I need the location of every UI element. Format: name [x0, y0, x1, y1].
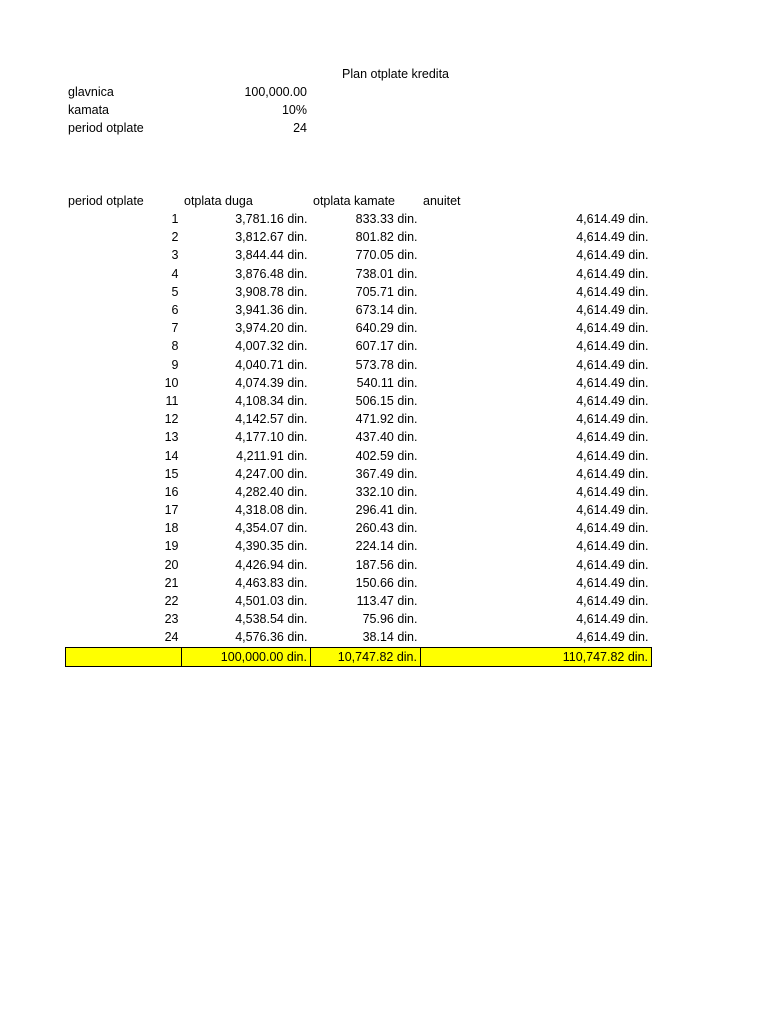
annuity-cell: 4,614.49 din. [576, 230, 649, 245]
period-cell: 4 [171, 266, 179, 281]
period-cell: 20 [164, 557, 179, 572]
principal-cell: 4,538.54 din. [235, 612, 308, 627]
param-value-interest: 10% [281, 103, 307, 117]
interest-cell: 833.33 din. [355, 212, 418, 227]
header-period: period otplate [68, 194, 144, 208]
interest-cell: 332.10 din. [355, 484, 418, 499]
annuity-cell: 4,614.49 din. [576, 503, 649, 518]
principal-cell: 3,876.48 din. [235, 266, 308, 281]
header-interest: otplata kamate [313, 194, 395, 208]
interest-cell: 367.49 din. [355, 466, 418, 481]
table-row [66, 283, 652, 301]
period-cell: 2 [171, 230, 179, 245]
principal-cell: 4,318.08 din. [235, 503, 308, 518]
principal-cell: 4,247.00 din. [235, 466, 308, 481]
interest-cell: 705.71 din. [355, 284, 418, 299]
annuity-cell: 4,614.49 din. [576, 594, 649, 609]
principal-cell: 4,576.36 din. [235, 630, 308, 645]
interest-cell: 113.47 din. [356, 594, 418, 609]
table-row [66, 592, 652, 610]
period-cell: 1 [171, 212, 179, 227]
principal-cell: 4,211.91 din. [236, 448, 308, 463]
total-principal: 100,000.00 din. [182, 647, 311, 666]
table-row [66, 537, 652, 555]
interest-cell: 540.11 din. [356, 375, 418, 390]
table-row [66, 574, 652, 592]
table-row [66, 246, 652, 264]
period-cell: 18 [164, 521, 179, 536]
table-row [66, 501, 652, 519]
period-cell: 7 [171, 321, 179, 336]
table-row [66, 556, 652, 574]
principal-cell: 3,908.78 din. [235, 284, 308, 299]
param-label-principal: glavnica [68, 85, 114, 99]
annuity-cell: 4,614.49 din. [576, 212, 649, 227]
period-cell: 8 [171, 339, 179, 354]
principal-cell: 3,781.16 din. [235, 212, 308, 227]
interest-cell: 187.56 din. [355, 557, 418, 572]
interest-cell: 402.59 din. [355, 448, 418, 463]
period-cell: 22 [164, 594, 179, 609]
interest-cell: 738.01 din. [355, 266, 418, 281]
interest-cell: 801.82 din. [355, 230, 418, 245]
annuity-cell: 4,614.49 din. [576, 339, 649, 354]
principal-cell: 3,974.20 din. [235, 321, 308, 336]
table-row [66, 446, 652, 464]
principal-cell: 4,074.39 din. [235, 375, 308, 390]
header-principal: otplata duga [184, 194, 253, 208]
period-cell: 16 [164, 484, 179, 499]
principal-cell: 4,354.07 din. [235, 521, 308, 536]
table-row [66, 374, 652, 392]
period-cell: 19 [164, 539, 179, 554]
table-row [66, 483, 652, 501]
period-cell: 14 [164, 448, 179, 463]
total-annuity: 110,747.82 din. [421, 647, 652, 666]
period-cell: 24 [164, 630, 179, 645]
annuity-cell: 4,614.49 din. [576, 448, 649, 463]
param-label-interest: kamata [68, 103, 109, 117]
interest-cell: 296.41 din. [355, 503, 418, 518]
annuity-cell: 4,614.49 din. [576, 375, 649, 390]
annuity-cell: 4,614.49 din. [576, 466, 649, 481]
table-row [66, 319, 652, 337]
sheet-title: Plan otplate kredita [342, 67, 450, 81]
table-row [66, 410, 652, 428]
interest-cell: 150.66 din. [355, 575, 418, 590]
annuity-cell: 4,614.49 din. [576, 393, 649, 408]
annuity-cell: 4,614.49 din. [576, 557, 649, 572]
table-row [66, 610, 652, 628]
table-row [66, 465, 652, 483]
period-cell: 10 [164, 375, 179, 390]
annuity-cell: 4,614.49 din. [576, 484, 649, 499]
principal-cell: 4,390.35 din. [235, 539, 308, 554]
interest-cell: 607.17 din. [355, 339, 418, 354]
table-row [66, 519, 652, 537]
annuity-cell: 4,614.49 din. [576, 321, 649, 336]
annuity-cell: 4,614.49 din. [576, 357, 649, 372]
annuity-cell: 4,614.49 din. [576, 266, 649, 281]
period-cell: 21 [164, 575, 179, 590]
interest-cell: 640.29 din. [355, 321, 418, 336]
principal-cell: 3,844.44 din. [235, 248, 308, 263]
period-cell: 15 [164, 466, 179, 481]
period-cell: 11 [165, 393, 179, 408]
annuity-cell: 4,614.49 din. [576, 248, 649, 263]
table-row [66, 210, 652, 228]
table-row [66, 392, 652, 410]
table-row [66, 265, 652, 283]
principal-cell: 4,007.32 din. [235, 339, 308, 354]
interest-cell: 471.92 din. [355, 412, 418, 427]
annuity-cell: 4,614.49 din. [576, 612, 649, 627]
annuity-cell: 4,614.49 din. [576, 630, 649, 645]
schedule-table [65, 210, 652, 667]
interest-cell: 673.14 din. [355, 303, 418, 318]
principal-cell: 4,501.03 din. [235, 594, 308, 609]
principal-cell: 4,426.94 din. [235, 557, 308, 572]
period-cell: 3 [171, 248, 179, 263]
annuity-cell: 4,614.49 din. [576, 539, 649, 554]
period-cell: 23 [164, 612, 179, 627]
principal-cell: 4,282.40 din. [235, 484, 308, 499]
param-label-period: period otplate [68, 121, 144, 135]
table-row [66, 301, 652, 319]
annuity-cell: 4,614.49 din. [576, 303, 649, 318]
table-row [66, 428, 652, 446]
principal-cell: 4,040.71 din. [235, 357, 308, 372]
principal-cell: 3,812.67 din. [235, 230, 308, 245]
principal-cell: 4,177.10 din. [235, 430, 308, 445]
principal-cell: 4,108.34 din. [235, 393, 308, 408]
header-annuity: anuitet [423, 194, 461, 208]
period-cell: 5 [171, 284, 179, 299]
principal-cell: 4,142.57 din. [235, 412, 308, 427]
total-period [66, 647, 182, 666]
interest-cell: 573.78 din. [355, 357, 418, 372]
interest-cell: 38.14 din. [362, 630, 418, 645]
total-interest: 10,747.82 din. [311, 647, 421, 666]
annuity-cell: 4,614.49 din. [576, 430, 649, 445]
interest-cell: 770.05 din. [355, 248, 418, 263]
interest-cell: 437.40 din. [355, 430, 418, 445]
interest-cell: 224.14 din. [355, 539, 418, 554]
table-row [66, 228, 652, 246]
period-cell: 12 [164, 412, 179, 427]
period-cell: 9 [171, 357, 179, 372]
totals-row [66, 647, 652, 666]
table-row [66, 356, 652, 374]
annuity-cell: 4,614.49 din. [576, 284, 649, 299]
param-value-principal: 100,000.00 [244, 85, 307, 99]
param-value-period: 24 [293, 121, 307, 135]
table-row [66, 337, 652, 355]
period-cell: 13 [164, 430, 179, 445]
annuity-cell: 4,614.49 din. [576, 521, 649, 536]
interest-cell: 260.43 din. [355, 521, 418, 536]
period-cell: 17 [164, 503, 179, 518]
annuity-cell: 4,614.49 din. [576, 575, 649, 590]
period-cell: 6 [171, 303, 179, 318]
interest-cell: 75.96 din. [362, 612, 418, 627]
principal-cell: 4,463.83 din. [235, 575, 308, 590]
table-row [66, 628, 652, 647]
annuity-cell: 4,614.49 din. [576, 412, 649, 427]
interest-cell: 506.15 din. [355, 393, 418, 408]
schedule-body [66, 210, 652, 647]
principal-cell: 3,941.36 din. [235, 303, 308, 318]
